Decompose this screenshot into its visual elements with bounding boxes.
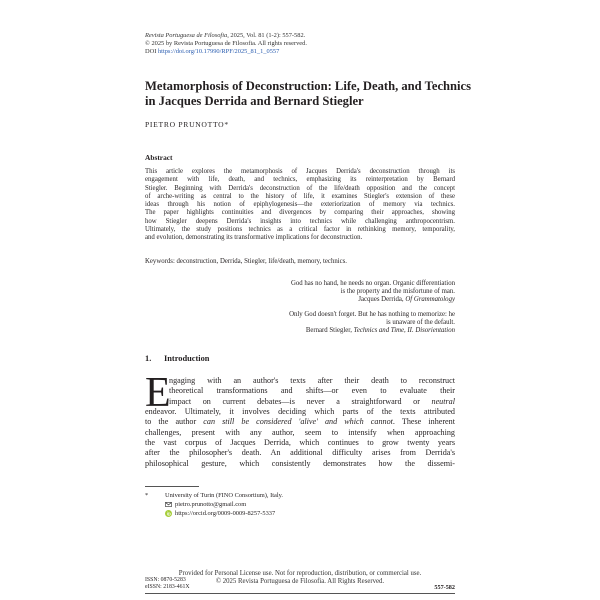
author-orcid[interactable]: https://orcid.org/0009-0009-8257-5337 <box>175 510 276 517</box>
email-row <box>145 500 283 509</box>
body-line: ngaging with an author's texts after their death to reconstruct <box>169 376 455 385</box>
epigraph-line: is the property and the misfortune of man. <box>340 288 455 296</box>
section-title: Introduction <box>164 354 210 363</box>
drop-cap: E <box>145 370 171 416</box>
section-heading <box>145 354 209 363</box>
keywords: Keywords: deconstruction, Derrida, Stiegler, life/death, memory, technics. <box>145 258 347 265</box>
body-text-span: to the author <box>145 417 204 427</box>
abstract-line: ideas through his notion of epiphylogenesis—the exteriorization of memory via technics. <box>145 201 455 209</box>
body-text-span: . These inherent <box>392 417 455 427</box>
emphasis: neutral <box>431 396 455 406</box>
journal-name: Revista Portuguesa de Filosofia <box>145 32 228 39</box>
title-line-1: Metamorphosis of Deconstruction: Life, Death, and Technics <box>145 79 472 93</box>
abstract-line: Ultimately, the study positions technics as a critical factor in rethinking memory, temporality, <box>145 226 455 234</box>
abstract-line: Stiegler. Beginning with Derrida's deconstruction of the life/death opposition and the concept <box>145 184 455 192</box>
epigraph-line: Only God doesn't forget. But he has nothing to memorize: he <box>289 311 455 318</box>
citation: , 2025, Vol. 81 (1-2): 557-582. <box>227 32 306 39</box>
license-line-2: © 2025 Revista Portuguesa de Filosofia. All Rights Reserved. <box>215 578 385 586</box>
emphasis: can still be considered 'alive' and which cannot <box>203 417 393 427</box>
epigraph-work: Technics and Time, II. Disorientation <box>353 327 455 335</box>
abstract-line: engagement with life, death, and technics, emphasizing its reinterpretation by Bernard <box>145 176 455 184</box>
copyright-line: © 2025 by Revista Portuguesa de Filosofia. All rights reserved. <box>145 40 307 48</box>
running-header <box>145 32 307 57</box>
body-line: theoretical transformations and shifts—or even to evaluate their <box>169 386 455 396</box>
epigraph-attribution: Jacques Derrida, <box>358 296 406 304</box>
article-title <box>145 79 475 109</box>
epigraph-work: Of Grammatology <box>405 296 455 304</box>
body-line: endeavor. Ultimately, it involves deciding which parts of the texts attributed <box>145 407 455 417</box>
epigraph-line: God has no hand, he needs no organ. Organic differentiation <box>290 280 455 287</box>
body-line: challenges, present with any author, seem to intensify when approaching <box>145 427 455 437</box>
epigraph-derrida <box>215 280 455 305</box>
body-line: after the philosopher's death. An additional difficulty arises from Derrida's <box>145 448 455 458</box>
abstract-line: The paper highlights continuities and divergences by comparing their approaches, showing <box>145 209 455 217</box>
body-line: philosophical gesture, which consistently demonstrates how the dissemi- <box>145 458 455 468</box>
body-line: the vast corpus of Jacques Derrida, which continues to grow twenty years <box>145 438 455 448</box>
epigraph-stiegler <box>215 311 455 336</box>
orcid-icon <box>165 510 172 517</box>
author-name: PIETRO PRUNOTTO* <box>145 120 229 129</box>
body-line <box>145 397 455 407</box>
doi-link[interactable]: https://doi.org/10.17990/RPF/2025_81_1_0557 <box>157 48 280 56</box>
body-text <box>145 370 455 469</box>
page-range: 557-582 <box>434 584 455 591</box>
epigraph-attribution: Bernard Stiegler, <box>305 327 354 335</box>
orcid-row <box>145 509 283 518</box>
abstract-line: This article explores the metamorphosis of Jacques Derrida's deconstruction through its <box>145 168 455 175</box>
issn: ISSN: 0870-5283 <box>145 577 186 583</box>
abstract-line: how Stiegler deepens Derrida's insights into technics while challenging anthropocentrism. <box>145 217 455 225</box>
abstract-heading: Abstract <box>145 153 173 162</box>
footnote-divider <box>145 486 199 487</box>
license-notice <box>0 570 600 587</box>
envelope-icon <box>165 501 172 508</box>
affiliation: University of Turin (FINO Consortium), Italy. <box>165 492 283 499</box>
license-line-1: Provided for Personal License use. Not for reproduction, distribution, or commercial use. <box>178 570 422 577</box>
abstract-body <box>145 168 455 243</box>
eissn: eISSN: 2183-461X <box>145 584 190 590</box>
abstract-line: and evolution, demonstrating its transformative implications for deconstruction. <box>145 234 363 242</box>
author-email[interactable]: pietro.prunotto@gmail.com <box>175 501 247 508</box>
doi-label: DOI <box>145 48 158 56</box>
body-text-span: impact on current debates—is never a straightforward or <box>169 396 432 406</box>
author-footnote <box>145 491 283 518</box>
section-number: 1. <box>145 354 152 363</box>
abstract-line: of arche-writing as central to the history of life, it examines Stiegler's extension of these <box>145 192 455 200</box>
footnote-mark: * <box>145 492 149 499</box>
title-line-2: in Jacques Derrida and Bernard Stiegler <box>145 94 364 108</box>
footer-divider <box>145 593 455 594</box>
epigraph-line: is unaware of the default. <box>386 319 455 327</box>
body-line <box>145 417 455 427</box>
